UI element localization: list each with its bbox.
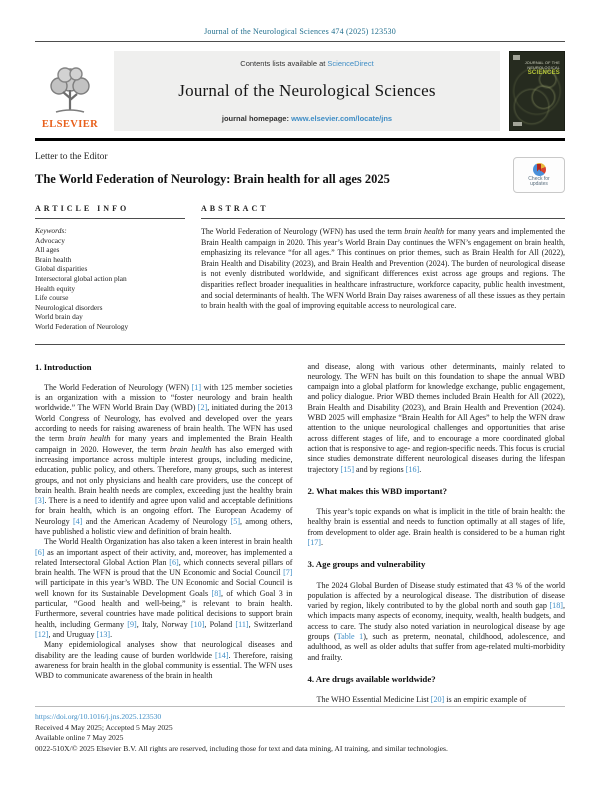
citation-ref-link[interactable]: [12] [35,629,49,639]
citation-ref-link[interactable]: [1] [191,382,202,392]
section-heading-introduction: 1. Introduction [35,361,92,372]
article-info-heading: ARTICLE INFO [35,204,185,219]
citation-ref-link[interactable]: [6] [35,547,45,557]
body-right-column [308,362,566,706]
cover-line: JOURNAL OF THE [524,61,560,65]
keyword-item: Health equity [35,283,76,293]
paragraph: The WHO Essential Medicine List [20] is an empiric example of [316,695,527,705]
journal-title: Journal of the Neurological Sciences [178,81,436,100]
citation-ref-link[interactable]: [9] [127,619,137,629]
paragraph: The World Federation of Neurology (WFN) [1] with 125 member societies is an organization with a mission to “foster neurology and brain health worldwide.” The WFN World Brain Day (WBD) [2], initiated during the 2013 World Congress of Neurology, has evolved and developed over the years according to needs for raising awareness of brain health. The WFN has used the term brain health for many years and implemented the Brain Health campaign in 2020. However, the term brain health has also emerged with increasing importance across multiple interest groups, including medicine, education, public policy, and others. Therefore, many groups, such as interest groups, and not only physicians and health care providers, use the concept of brain health. Brain health needs are complex, exceeding just the healthy brain [3]. There is a need to identify and agree upon valid and acceptable definitions for brain health, which is an ongoing effort. The European Academy of Neurology [4] and the American Academy of Neurology [5], among others, have published a holistic view and definition of brain health. [35,382,293,536]
available-online-line: Available online 7 May 2025 [35,733,124,742]
citation-ref-link[interactable]: [11] [235,619,249,629]
journal-citation-line: Journal of the Neurological Sciences 474 (2025) 123530 [204,27,396,36]
citation-ref-link[interactable]: [8] [211,588,221,598]
citation-ref-link[interactable]: [18] [549,601,563,611]
keyword-item: Intersectoral global action plan [35,273,127,283]
check-for-updates-badge[interactable] [513,157,565,193]
keywords-list [35,226,185,332]
elsevier-tree-logo-icon [44,64,96,118]
citation-ref-link[interactable]: [20] [430,695,445,705]
homepage-label: journal homepage: [221,114,292,123]
section-heading-drugs: 4. Are drugs available worldwide? [307,673,436,684]
table-ref-link[interactable]: Table 1 [336,632,364,642]
article-type-label: Letter to the Editor [35,152,108,162]
citation-ref-link[interactable]: [7] [283,568,293,578]
article-info-abstract-section [35,204,565,345]
citation-ref-link[interactable]: [4] [72,516,83,526]
citation-ref-link[interactable]: [14] [215,650,229,660]
crossmark-icon [533,163,546,176]
elsevier-logo[interactable] [35,51,105,131]
cover-line: NEUROLOGICAL [527,65,560,70]
cover-publisher-mark-icon [513,55,520,60]
masthead [35,51,565,131]
section-heading-age-groups: 3. Age groups and vulnerability [307,559,426,570]
citation-ref-link[interactable]: [6] [169,557,179,567]
keywords-label: Keywords: [35,226,67,235]
journal-cover-thumbnail[interactable] [509,51,565,131]
received-accepted-line: Received 4 May 2025; Accepted 5 May 2025 [35,722,173,732]
citation-ref-link[interactable]: [3] [35,496,45,506]
citation-ref-link[interactable]: [5] [230,516,241,526]
paragraph: The 2024 Global Burden of Disease study estimated that 43 % of the world population is affected by a neurological disease. The distribution of disease varied by region, likely contributed to by the global north and south gap [18], which impacts many aspects of economy, inequity, wealth, health budgets, and access to care. The study also noted variation in neurological disease by age groups (Table 1), such as preterm, neonatal, childhood, adolescence, and adulthood, as well as older adults that suffer from age-related multi-morbidity and frailty. [307,580,565,662]
keyword-item: World Federation of Neurology [35,321,129,331]
citation-ref-link[interactable]: [17] [307,537,321,547]
article-header [35,141,565,195]
contents-list-line [120,59,494,68]
citation-ref-link[interactable]: [13] [96,629,111,639]
citation-ref-link[interactable]: [2] [197,403,208,413]
cover-elsevier-mark-icon [513,122,522,126]
keyword-item: World brain day [35,312,83,322]
paragraph: This year’s topic expands on what is implicit in the title of brain health: the healthy brain is essential and needs to function optimally at all stages of life, from development to older age. Brain health is considered to be a human right [17]. [307,507,565,547]
sciencedirect-link[interactable]: ScienceDirect [327,59,374,68]
article-body [35,362,565,706]
citation-divider [35,41,565,42]
paragraph: and disease, along with various other determinants, mainly related to neurology. The WFN has built on this foundation to shape the annual WBD campaign into a global platform for knowledge exchange, public engagement, and policy dialogue. Prior WBD themes included Brain Health for All (2022), Brain Health and Disability (2023), and Brain Health and Prevention (2024). WBD 2025 will emphasize “Brain Health for All Ages” to help the WFN draw attention to the unique neurological challenges and opportunities that arise across different stages of life, and to encourage a more coordinated global action that is responsive to age- and region-specific needs. This focus is crucial since studies demonstrate different neurological diseases during the lifespan trajectory [15] and by regions [16]. [307,361,565,474]
cover-line-accent: SCIENCES [527,70,560,77]
doi-link[interactable]: https://doi.org/10.1016/j.jns.2025.123530 [35,712,162,721]
citation-ref-link[interactable]: [10] [190,619,205,629]
abstract-heading: ABSTRACT [201,204,565,219]
keyword-item: Advocacy [35,235,65,245]
footer-divider [35,706,565,707]
cover-title [525,61,560,77]
copyright-line: 0022-510X/© 2025 Elsevier B.V. All rights are reserved, including those for text and data mining, AI training, and similar technologies. [35,743,448,753]
keyword-item: All ages [35,245,60,255]
section-heading-wbd-important: 2. What makes this WBD important? [307,485,447,496]
elsevier-wordmark: ELSEVIER [41,119,99,130]
article-title: The World Federation of Neurology: Brain health for all ages 2025 [35,172,390,186]
paragraph: The World Health Organization has also taken a keen interest in brain health [6] as an important aspect of their activity, and, moreover, has implemented a related Intersectoral Global Action Plan [6], which connects several pillars of brain health. The WFN is proud that the UN Economic and Social Council [7] will participate in this year’s WBD. The UN Economic and Social Council is well known for its Sustainable Development Goals [8], of which Goal 3 in particular, “Good health and well-being,” is relevant to brain health. Furthermore, several countries have made political decisions to support brain health, including Germany [9], Italy, Norway [10], Poland [11], Switzerland [12], and Uruguay [13]. [35,537,293,639]
keyword-item: Global disparities [35,264,88,274]
citation-ref-link[interactable]: [16] [405,464,420,474]
keyword-item: Life course [35,293,69,303]
body-left-column [35,362,293,706]
journal-homepage-line [120,114,494,123]
contents-prefix: Contents lists available at [240,59,328,68]
paragraph: Many epidemiological analyses show that neurological diseases and disability are the leading cause of burden worldwide [14]. Therefore, raising awareness for brain health in the global community is essential. The WFN uses WBD to communicate awareness of the brain in health [35,640,293,681]
check-for-updates-label: Check for updates [528,175,550,187]
abstract-column [201,204,565,332]
abstract-text: The World Federation of Neurology (WFN) has used the term brain health for many years and implemented the Brain Health campaign in 2020. This year’s World Brain Day continues the WFN’s engagement on brain health, emphasizing its relevance “for all ages.” This continues on prior themes, such as Brain Health for All (2022), Brain Health and Disability (2023), and Brain Health and Prevention (2024). The burden of neurological disease is not evenly distributed worldwide, and significant differences exist across age groups and regions. The disparities reflect broader inequalities in healthcare infrastructure, workforce capacity, public health investment, and social determinants of health. The WFN World Brain Day raises awareness of all these issues as they pertain to brain health with the goal of improving equitable access to neurological care. [201,227,566,311]
masthead-banner [114,51,500,131]
citation-ref-link[interactable]: [15] [340,464,355,474]
keyword-item: Brain health [35,254,72,264]
article-info-column [35,204,185,332]
homepage-url-link[interactable]: www.elsevier.com/locate/jns [291,114,393,123]
keyword-item: Neurological disorders [35,302,103,312]
article-footer [35,706,565,754]
